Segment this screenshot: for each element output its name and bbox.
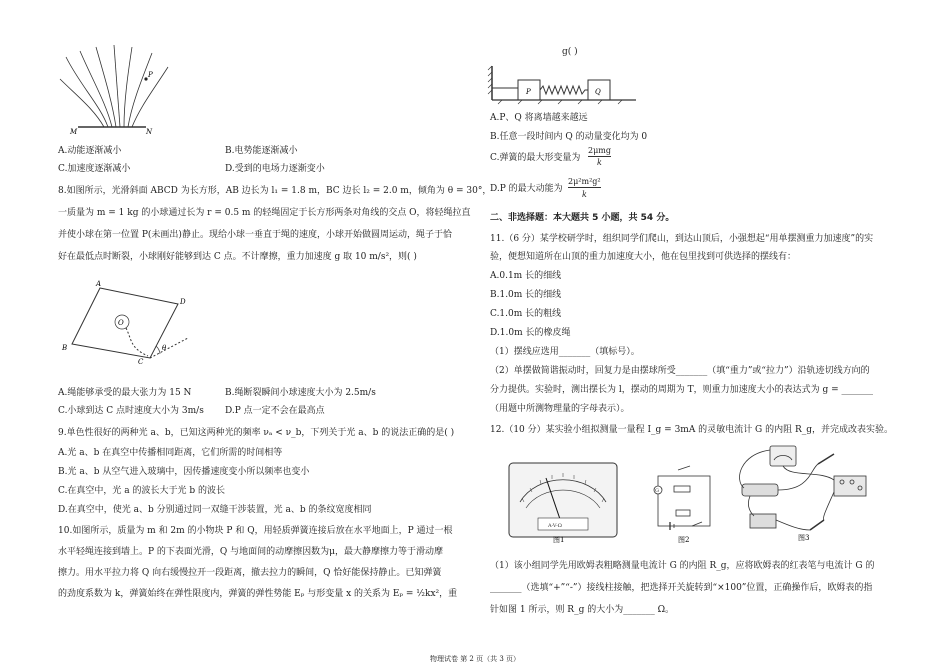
q9-stem: 9.单色性很好的两种光 a、b，已知这两种光的频率 νₐ < ν_b，下列关于光 a、b 的说法正确的是( ) [58,428,455,438]
q10-option-c-numerator: 2μmg [588,146,611,155]
label-p: P [148,71,153,79]
q10-option-d-numerator: 2μ²m²g² [568,177,601,186]
svg-text:A-V-Ω: A-V-Ω [548,523,562,529]
electric-field-figure [60,45,170,135]
q9-option-a: A.光 a、b 在真空中传播相同距离，它们所需的时间相等 [58,448,283,458]
q8-line-3: 并使小球在第一位置 P(未画出)静止。现给小球一垂直于绳的速度，小球开始做圆周运动，绳子于恰 [58,230,452,240]
q8-option-a: A.绳能够承受的最大张力为 15 N [58,388,192,398]
label-block-p: P [526,88,531,96]
q10-option-d-text: D.P 的最大动能为 [490,184,563,194]
svg-text:G: G [655,488,659,494]
page-footer: 物理试卷 第 2 页（共 3 页） [429,655,521,663]
q8-option-b: B.绳断裂瞬间小球速度大小为 2.5m/s [225,388,376,398]
label-c: C [138,358,144,366]
q10-line-1: 10.如图所示，质量为 m 和 2m 的小物块 P 和 Q，用轻质弹簧连接后放在水平地面上，P 通过一根 [58,526,453,536]
q12-sub-1-line-3: 针如图 1 所示，则 R_g 的大小为_______ Ω。 [490,605,675,615]
q12-sub-1-line-1: （1）该小组同学先用欧姆表粗略测量电流计 G 的内阻 R_g，应将欧姆表的红表笔与电流计 G 的 [490,561,875,571]
q10-option-d-denominator: k [582,190,587,199]
label-b: B [62,344,68,352]
q9-option-b: B.光 a、b 从空气进入玻璃中，因传播速度变小所以频率也变小 [58,467,310,477]
q12-line-1: 12.（10 分）某实验小组拟测量一量程 I_g = 3mA 的灵敏电流计 G 的内阻 R_g，并完成改表实验。 [490,425,893,435]
fig1-caption: 图1 [553,536,565,544]
q10-line-4: 的劲度系数为 k，弹簧始终在弹性限度内，弹簧的弹性势能 Eₚ 与形变量 x 的关系为 Eₚ = ½kx²，重 [58,589,458,599]
multimeter-dial-figure [508,462,618,544]
incline-figure [60,280,190,365]
fig3-caption: 图3 [798,534,810,542]
q7-option-b: B.电势能逐渐减小 [225,146,298,156]
q10-line-3: 擦力。用水平拉力将 Q 向右缓慢拉开一段距离，撤去拉力的瞬间，Q 恰好能保持静止。已知弹簧 [58,568,442,578]
spring-blocks-figure [488,66,638,104]
q11-sub-2-line-2: 分力提供。实验时，测出摆长为 l，摆动的周期为 T，则重力加速度大小的表达式为 g = _______ [490,385,873,395]
q11-option-c: C.1.0m 长的粗线 [490,309,562,319]
q9-option-c: C.在真空中，光 a 的波长大于光 b 的波长 [58,486,225,496]
q12-sub-1-line-2: _______（选填“+”“-”）接线柱接触，把选择开关旋转到“×100”位置，正确操作后，欧姆表的指 [490,583,873,593]
q7-option-d: D.受到的电场力逐渐变小 [225,164,325,174]
q10-continuation: g( ) [562,47,578,57]
label-o: O [118,319,124,327]
fig2-caption: 图2 [678,536,690,544]
q11-sub-2-line-3: （用题中所测物理量的字母表示）。 [490,404,630,414]
q7-option-a: A.动能逐渐减小 [58,146,122,156]
q8-line-4: 好在最低点时断裂，小球刚好能够到达 C 点。不计摩擦，重力加速度 g 取 10 m/s²，则( ) [58,252,417,262]
q10-line-2: 水平轻绳连接到墙上。P 的下表面光滑，Q 与地面间的动摩擦因数为μ，最大静摩擦力等于滑动摩 [58,547,444,557]
label-block-q: Q [595,88,601,96]
label-m: M [70,128,78,136]
q11-option-b: B.1.0m 长的细线 [490,290,562,300]
q8-option-c: C.小球到达 C 点时速度大小为 3m/s [58,406,204,416]
label-theta: θ [162,344,167,352]
q8-line-2: 一质量为 m = 1 kg 的小球通过长为 r = 0.5 m 的轻绳固定于长方形两条对角线的交点 O，将轻绳拉直 [58,208,471,218]
section-2-heading: 二、非选择题：本大题共 5 小题，共 54 分。 [490,213,675,223]
q11-sub-2-line-1: （2）单摆做简谐振动时，回复力是由摆球所受_______（填“重力”或“拉力”）沿轨迹切线方向的 [490,366,870,376]
q10-option-c-denominator: k [597,158,602,167]
q11-option-d: D.1.0m 长的橡皮绳 [490,328,571,338]
q11-line-2: 验，便想知道所在山顶的重力加速度大小，他在包里找到可供选择的摆线有： [490,252,797,262]
label-d: D [180,298,186,306]
q10-option-c-text: C.弹簧的最大形变量为 [490,153,581,163]
label-n: N [146,128,153,136]
q11-line-1: 11.（6 分）某学校研学时，组织同学们爬山，到达山顶后，小强想起“用单摆测重力加速度”的实 [490,234,874,244]
q10-option-a: A.P、Q 将离墙越来越远 [490,113,588,123]
apparatus-figure [730,440,880,544]
q8-line-1: 8.如图所示，光滑斜面 ABCD 为长方形，AB 边长为 l₁ = 1.8 m，BC 边长 l₂ = 2.0 m，倾角为 θ = 30°， [58,186,492,196]
label-a: A [96,280,102,288]
q11-option-a: A.0.1m 长的细线 [490,271,562,281]
q10-option-b: B.任意一段时间内 Q 的动量变化均为 0 [490,132,648,142]
q7-option-c: C.加速度逐渐减小 [58,164,131,174]
q11-sub-1: （1）摆线应选用_______（填标号）。 [490,347,640,357]
q9-option-d: D.在真空中，使光 a、b 分别通过同一双缝干涉装置，光 a、b 的条纹宽度相同 [58,505,372,515]
circuit-figure [648,462,718,544]
q8-option-d: D.P 点一定不会在最高点 [225,406,325,416]
